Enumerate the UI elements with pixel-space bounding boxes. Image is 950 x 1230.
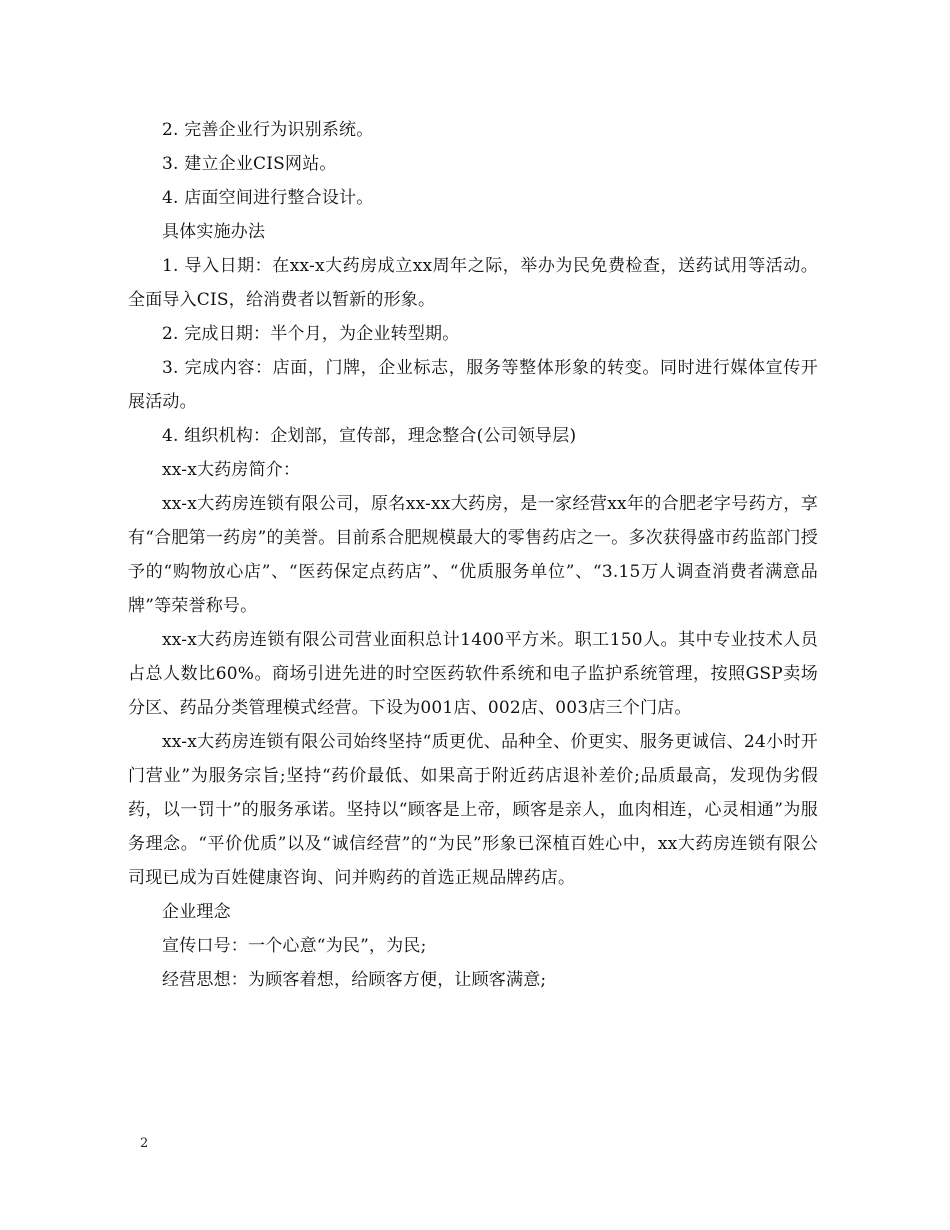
page-number: 2 <box>140 1136 149 1151</box>
document-body <box>128 113 818 997</box>
paragraph-completion-date: 2. 完成日期：半个月，为企业转型期。 <box>162 324 460 344</box>
paragraph-business-thought: 经营思想：为顾客着想，给顾客方便，让顾客满意; <box>162 970 547 990</box>
paragraph-slogan: 宣传口号：一个心意“为民”，为民; <box>162 936 427 956</box>
paragraph-completion-content: 3. 完成内容：店面，门牌，企业标志，服务等整体形象的转变。同时进行媒体宣传开展活动。 <box>128 358 818 412</box>
paragraph-company-profile: xx-x大药房连锁有限公司，原名xx-xx大药房，是一家经营xx年的合肥老字号药方，享有“合肥第一药房”的美誉。目前系合肥规模最大的零售药店之一。多次获得盛市药监部门授予的“购物放心店”、“医药保定点药店”、“优质服务单位”、“3.15万人调查消费者满意品牌”等荣誉称号。 <box>128 494 818 616</box>
section-heading-implementation: 具体实施办法 <box>162 222 266 242</box>
paragraph-item-3: 3. 建立企业CIS网站。 <box>162 154 337 174</box>
paragraph-item-2: 2. 完善企业行为识别系统。 <box>162 120 374 140</box>
section-heading-introduction: xx-x大药房简介： <box>162 460 301 480</box>
paragraph-organization: 4. 组织机构：企划部，宣传部，理念整合(公司领导层) <box>162 426 577 446</box>
paragraph-item-4: 4. 店面空间进行整合设计。 <box>162 188 374 208</box>
paragraph-business-area: xx-x大药房连锁有限公司营业面积总计1400平方米。职工150人。其中专业技术人员占总人数比60%。商场引进先进的时空医药软件系统和电子监护系统管理，按照GSP卖场分区、药品分类管理模式经营。下设为001店、002店、003店三个门店。 <box>128 630 818 718</box>
section-heading-philosophy: 企业理念 <box>162 902 231 922</box>
paragraph-service-commitment: xx-x大药房连锁有限公司始终坚持“质更优、品种全、价更实、服务更诚信、24小时开门营业”为服务宗旨;坚持“药价最低、如果高于附近药店退补差价;品质最高，发现伪劣假药，以一罚十”的服务承诺。坚持以“顾客是上帝，顾客是亲人，血肉相连，心灵相通”为服务理念。“平价优质”以及“诚信经营”的“为民”形象已深植百姓心中，xx大药房连锁有限公司现已成为百姓健康咨询、问并购药的首选正规品牌药店。 <box>128 732 818 888</box>
paragraph-import-date: 1. 导入日期：在xx-x大药房成立xx周年之际，举办为民免费检查，送药试用等活动。全面导入CIS，给消费者以暂新的形象。 <box>128 256 818 310</box>
